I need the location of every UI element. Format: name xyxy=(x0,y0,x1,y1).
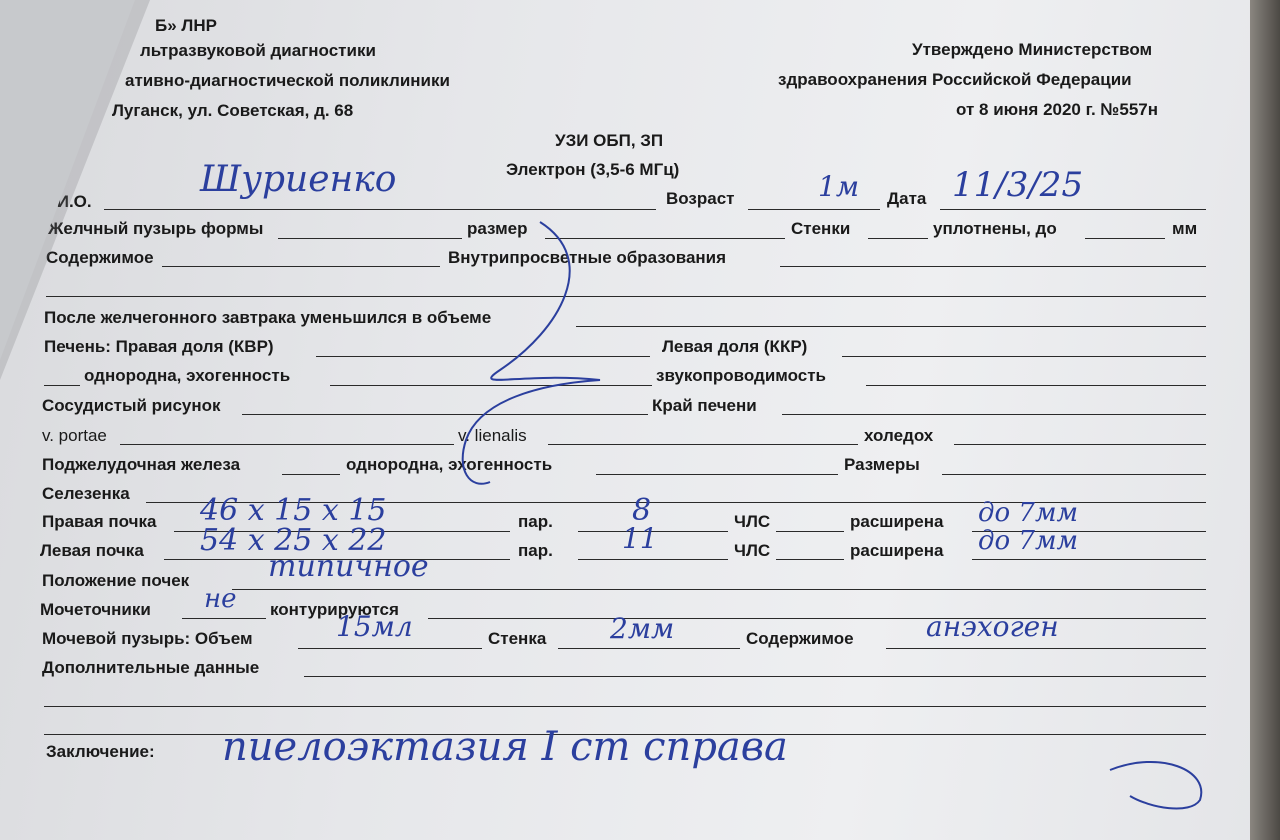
spleen-label: Селезенка xyxy=(42,484,130,503)
patient-name-handwritten: Шуриенко xyxy=(200,159,397,200)
liver-edge-label: Край печени xyxy=(652,396,757,415)
right-par-handwritten: 8 xyxy=(632,493,652,528)
vascular-pattern-label: Сосудистый рисунок xyxy=(42,396,221,415)
ureters-handwritten: не xyxy=(204,584,237,614)
age-handwritten: 1м xyxy=(818,170,860,203)
clinic-name: Б» ЛНР xyxy=(155,16,217,35)
kidney-position-handwritten: типичное xyxy=(268,549,429,584)
left-par-handwritten: 11 xyxy=(622,522,658,555)
right-par-label: пар. xyxy=(518,512,553,531)
date-label: Дата xyxy=(887,189,927,208)
approval-line-1: Утверждено Министерством xyxy=(912,40,1153,59)
size-label: размер xyxy=(467,219,528,238)
bladder-wall-handwritten: 2мм xyxy=(610,612,675,645)
right-kidney-label: Правая почка xyxy=(42,512,157,531)
lienalis-label: v. lienalis xyxy=(458,426,527,445)
kidney-position-label: Положение почек xyxy=(42,571,190,590)
portae-label: v. portae xyxy=(42,426,107,445)
bladder-wall-label: Стенка xyxy=(488,629,547,648)
date-handwritten: 11/3/25 xyxy=(952,165,1084,205)
thickened-label: уплотнены, до xyxy=(933,219,1057,238)
walls-label: Стенки xyxy=(791,219,851,238)
right-dilated-handwritten: до 7мм xyxy=(978,498,1079,528)
sound-conductivity-label: звукопроводимость xyxy=(656,366,827,385)
contents-label: Содержимое xyxy=(46,248,154,267)
polyclinic-name: ативно-диагностической поликлиники xyxy=(125,71,450,90)
additional-data-label: Дополнительные данные xyxy=(42,658,260,677)
contoured-label: контурируются xyxy=(270,600,399,619)
bladder-volume-label: Мочевой пузырь: Объем xyxy=(42,629,253,648)
ureters-label: Мочеточники xyxy=(40,600,151,619)
approval-line-2: здравоохранения Российской Федерации xyxy=(778,70,1132,89)
page-fold xyxy=(0,0,135,360)
bladder-contents-label: Содержимое xyxy=(746,629,854,648)
left-chls-label: ЧЛС xyxy=(734,541,771,560)
mm-label: мм xyxy=(1172,219,1198,238)
liver-left-lobe-label: Левая доля (ККР) xyxy=(662,337,808,356)
choledoch-label: холедох xyxy=(864,426,934,445)
exam-title: УЗИ ОБП, ЗП xyxy=(555,131,664,150)
liver-right-lobe-label: Печень: Правая доля (КВР) xyxy=(44,337,274,356)
conclusion-label: Заключение: xyxy=(46,742,155,761)
approval-line-3: от 8 июня 2020 г. №557н xyxy=(956,100,1159,119)
device-name: Электрон (3,5-6 МГц) xyxy=(506,160,680,179)
sizes-label: Размеры xyxy=(844,455,920,474)
pancreas-homogeneous-label: однородна, эхогенность xyxy=(346,455,553,474)
left-kidney-size-handwritten: 54 x 25 x 22 xyxy=(200,523,387,558)
left-dilated-handwritten: до 7мм xyxy=(978,526,1079,556)
bladder-volume-handwritten: 15мл xyxy=(336,610,413,643)
department-name: льтразвуковой диагностики xyxy=(140,41,376,60)
intraluminal-label: Внутрипросветные образования xyxy=(448,248,727,267)
left-par-label: пар. xyxy=(518,541,553,560)
right-dilated-label: расширена xyxy=(850,512,944,531)
clinic-address: Луганск, ул. Советская, д. 68 xyxy=(112,101,354,120)
left-dilated-label: расширена xyxy=(850,541,944,560)
conclusion-handwritten: пиелоэктазия I ст справа xyxy=(222,724,788,770)
left-kidney-label: Левая почка xyxy=(40,541,144,560)
homogeneous-label: однородна, эхогенность xyxy=(84,366,291,385)
pancreas-label: Поджелудочная железа xyxy=(42,455,241,474)
fio-label: .И.О. xyxy=(52,192,92,211)
gallbladder-label: Желчный пузырь формы xyxy=(48,219,264,238)
bladder-contents-handwritten: анэхоген xyxy=(926,610,1059,643)
age-label: Возраст xyxy=(666,189,735,208)
after-breakfast-label: После желчегонного завтрака уменьшился в объеме xyxy=(44,308,492,327)
right-chls-label: ЧЛС xyxy=(734,512,771,531)
right-kidney-size-handwritten: 46 x 15 x 15 xyxy=(200,493,387,528)
